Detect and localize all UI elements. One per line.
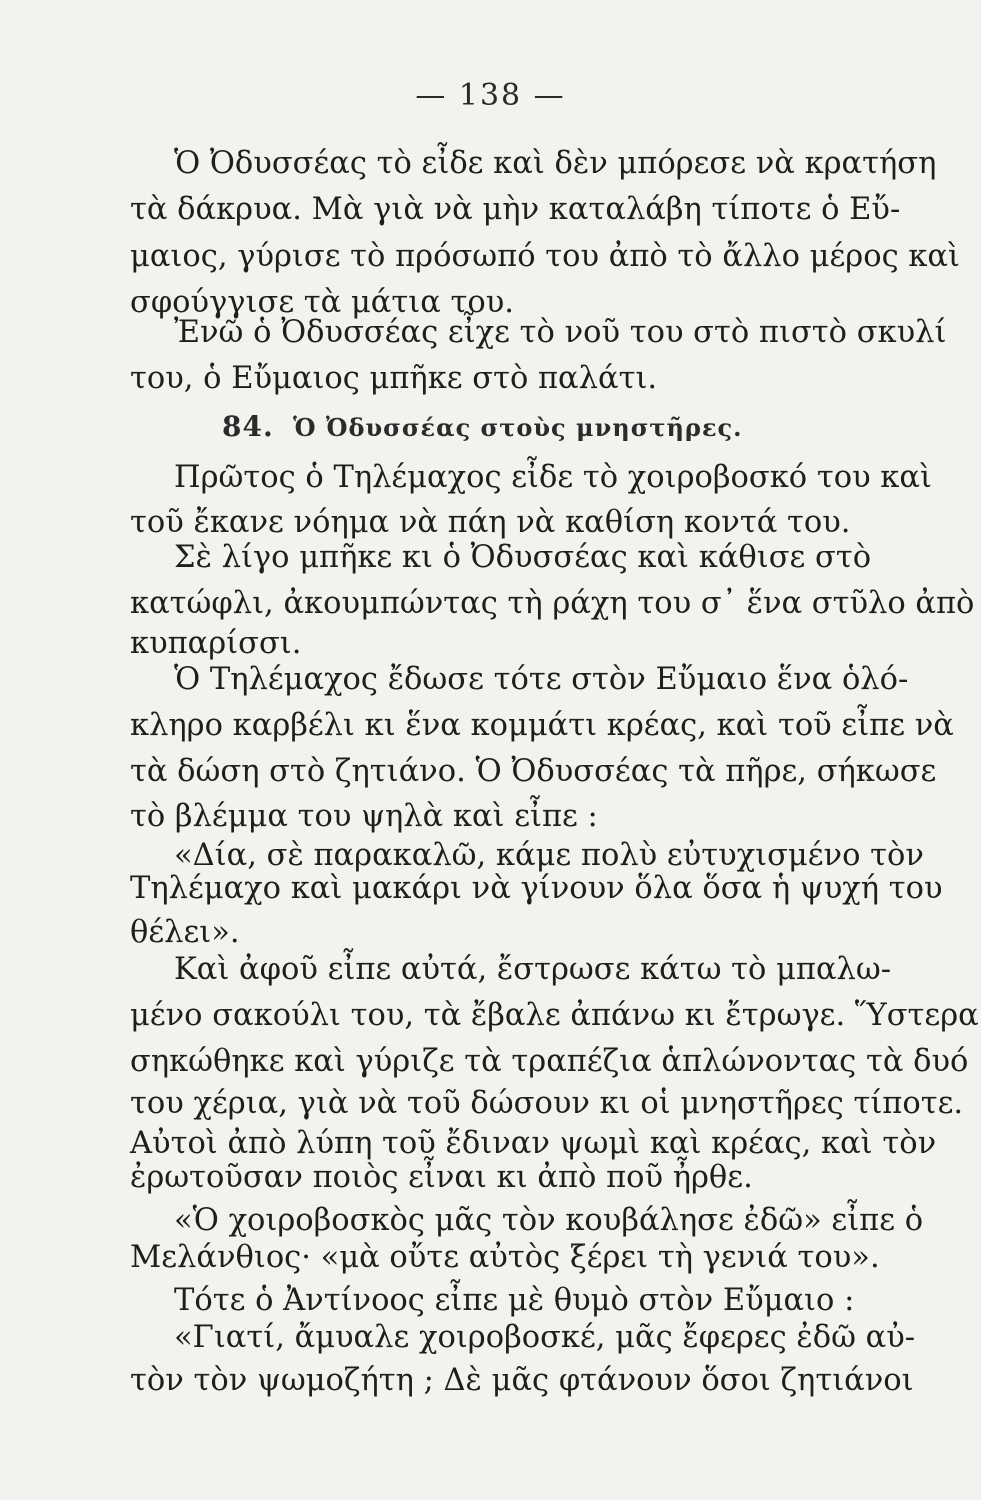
text-line: Ἐνῶ ὁ Ὀδυσσέας εἶχε τὸ νοῦ του στὸ πιστὸ σκυλί xyxy=(174,315,947,350)
text-line: Πρῶτος ὁ Τηλέμαχος εἶδε τὸ χοιροβοσκό του καὶ xyxy=(174,460,932,495)
text-line: του χέρια, γιὰ νὰ τοῦ δώσουν κι οἱ μνηστῆρες τίποτε. xyxy=(130,1086,964,1121)
text-line: του, ὁ Εὔμαιος μπῆκε στὸ παλάτι. xyxy=(130,361,658,396)
section-number: 84. xyxy=(222,410,274,443)
text-line: τὸ βλέμμα του ψηλὰ καὶ εἶπε : xyxy=(130,799,598,834)
page-number: — 138 — xyxy=(415,78,566,113)
text-line: τὰ δώση στὸ ζητιάνο. Ὁ Ὀδυσσέας τὰ πῆρε, σήκωσε xyxy=(130,754,937,789)
text-line: Ὁ Ὀδυσσέας τὸ εἶδε καὶ δὲν μπόρεσε νὰ κρατήση xyxy=(174,146,937,181)
text-line: «Ὁ χοιροβοσκὸς μᾶς τὸν κουβάλησε ἐδῶ» εἶπε ὁ xyxy=(174,1203,924,1238)
text-line: Ὁ Τηλέμαχος ἔδωσε τότε στὸν Εὔμαιο ἕνα ὁλό- xyxy=(174,662,909,697)
text-line: τὰ δάκρυα. Μὰ γιὰ νὰ μὴν καταλάβη τίποτε ὁ Εὔ- xyxy=(130,192,901,227)
text-line: Σὲ λίγο μπῆκε κι ὁ Ὀδυσσέας καὶ κάθισε στὸ xyxy=(174,540,872,575)
text-line: τοῦ ἔκανε νόημα νὰ πάη νὰ καθίση κοντά του. xyxy=(130,505,851,540)
text-line: τὸν τὸν ψωμοζήτη ; Δὲ μᾶς φτάνουν ὅσοι ζητιάνοι xyxy=(130,1363,914,1398)
text-line: κατώφλι, ἀκουμπώντας τὴ ράχη του σ᾽ ἕνα στῦλο ἀπὸ xyxy=(130,586,975,621)
text-line: «Δία, σὲ παρακαλῶ, κάμε πολὺ εὐτυχισμένο τὸν xyxy=(174,838,924,873)
text-line: μένο σακούλι του, τὰ ἔβαλε ἀπάνω κι ἔτρωγε. Ὕστερα xyxy=(130,998,979,1033)
text-line: Μελάνθιος· «μὰ οὔτε αὐτὸς ξέρει τὴ γενιά του». xyxy=(130,1240,880,1275)
text-line: Καὶ ἀφοῦ εἶπε αὐτά, ἔστρωσε κάτω τὸ μπαλω- xyxy=(174,952,892,987)
text-line: θέλει». xyxy=(130,915,240,950)
text-line: «Γιατί, ἄμυαλε χοιροβοσκέ, μᾶς ἔφερες ἐδῶ αὐ- xyxy=(174,1320,916,1355)
section-heading xyxy=(222,410,743,443)
text-line: Τηλέμαχο καὶ μακάρι νὰ γίνουν ὅλα ὅσα ἡ ψυχή του xyxy=(130,871,943,906)
text-line: κληρο καρβέλι κι ἕνα κομμάτι κρέας, καὶ τοῦ εἶπε νὰ xyxy=(130,708,954,743)
text-line: κυπαρίσσι. xyxy=(130,626,302,661)
text-line: σηκώθηκε καὶ γύριζε τὰ τραπέζια ἁπλώνοντας τὰ δυό xyxy=(130,1044,969,1079)
text-line: Τότε ὁ Ἀντίνοος εἶπε μὲ θυμὸ στὸν Εὔμαιο : xyxy=(174,1283,855,1318)
text-line: Αὐτοὶ ἀπὸ λύπη τοῦ ἔδιναν ψωμὶ καὶ κρέας, καὶ τὸν xyxy=(130,1126,937,1161)
section-title: Ὁ Ὀδυσσέας στοὺς μνηστῆρες. xyxy=(293,413,743,442)
text-line: ἐρωτοῦσαν ποιὸς εἶναι κι ἀπὸ ποῦ ἦρθε. xyxy=(130,1160,753,1195)
text-line: σφούγγισε τὰ μάτια του. xyxy=(130,285,514,320)
text-line: μαιος, γύρισε τὸ πρόσωπό του ἀπὸ τὸ ἄλλο μέρος καὶ xyxy=(130,239,960,274)
